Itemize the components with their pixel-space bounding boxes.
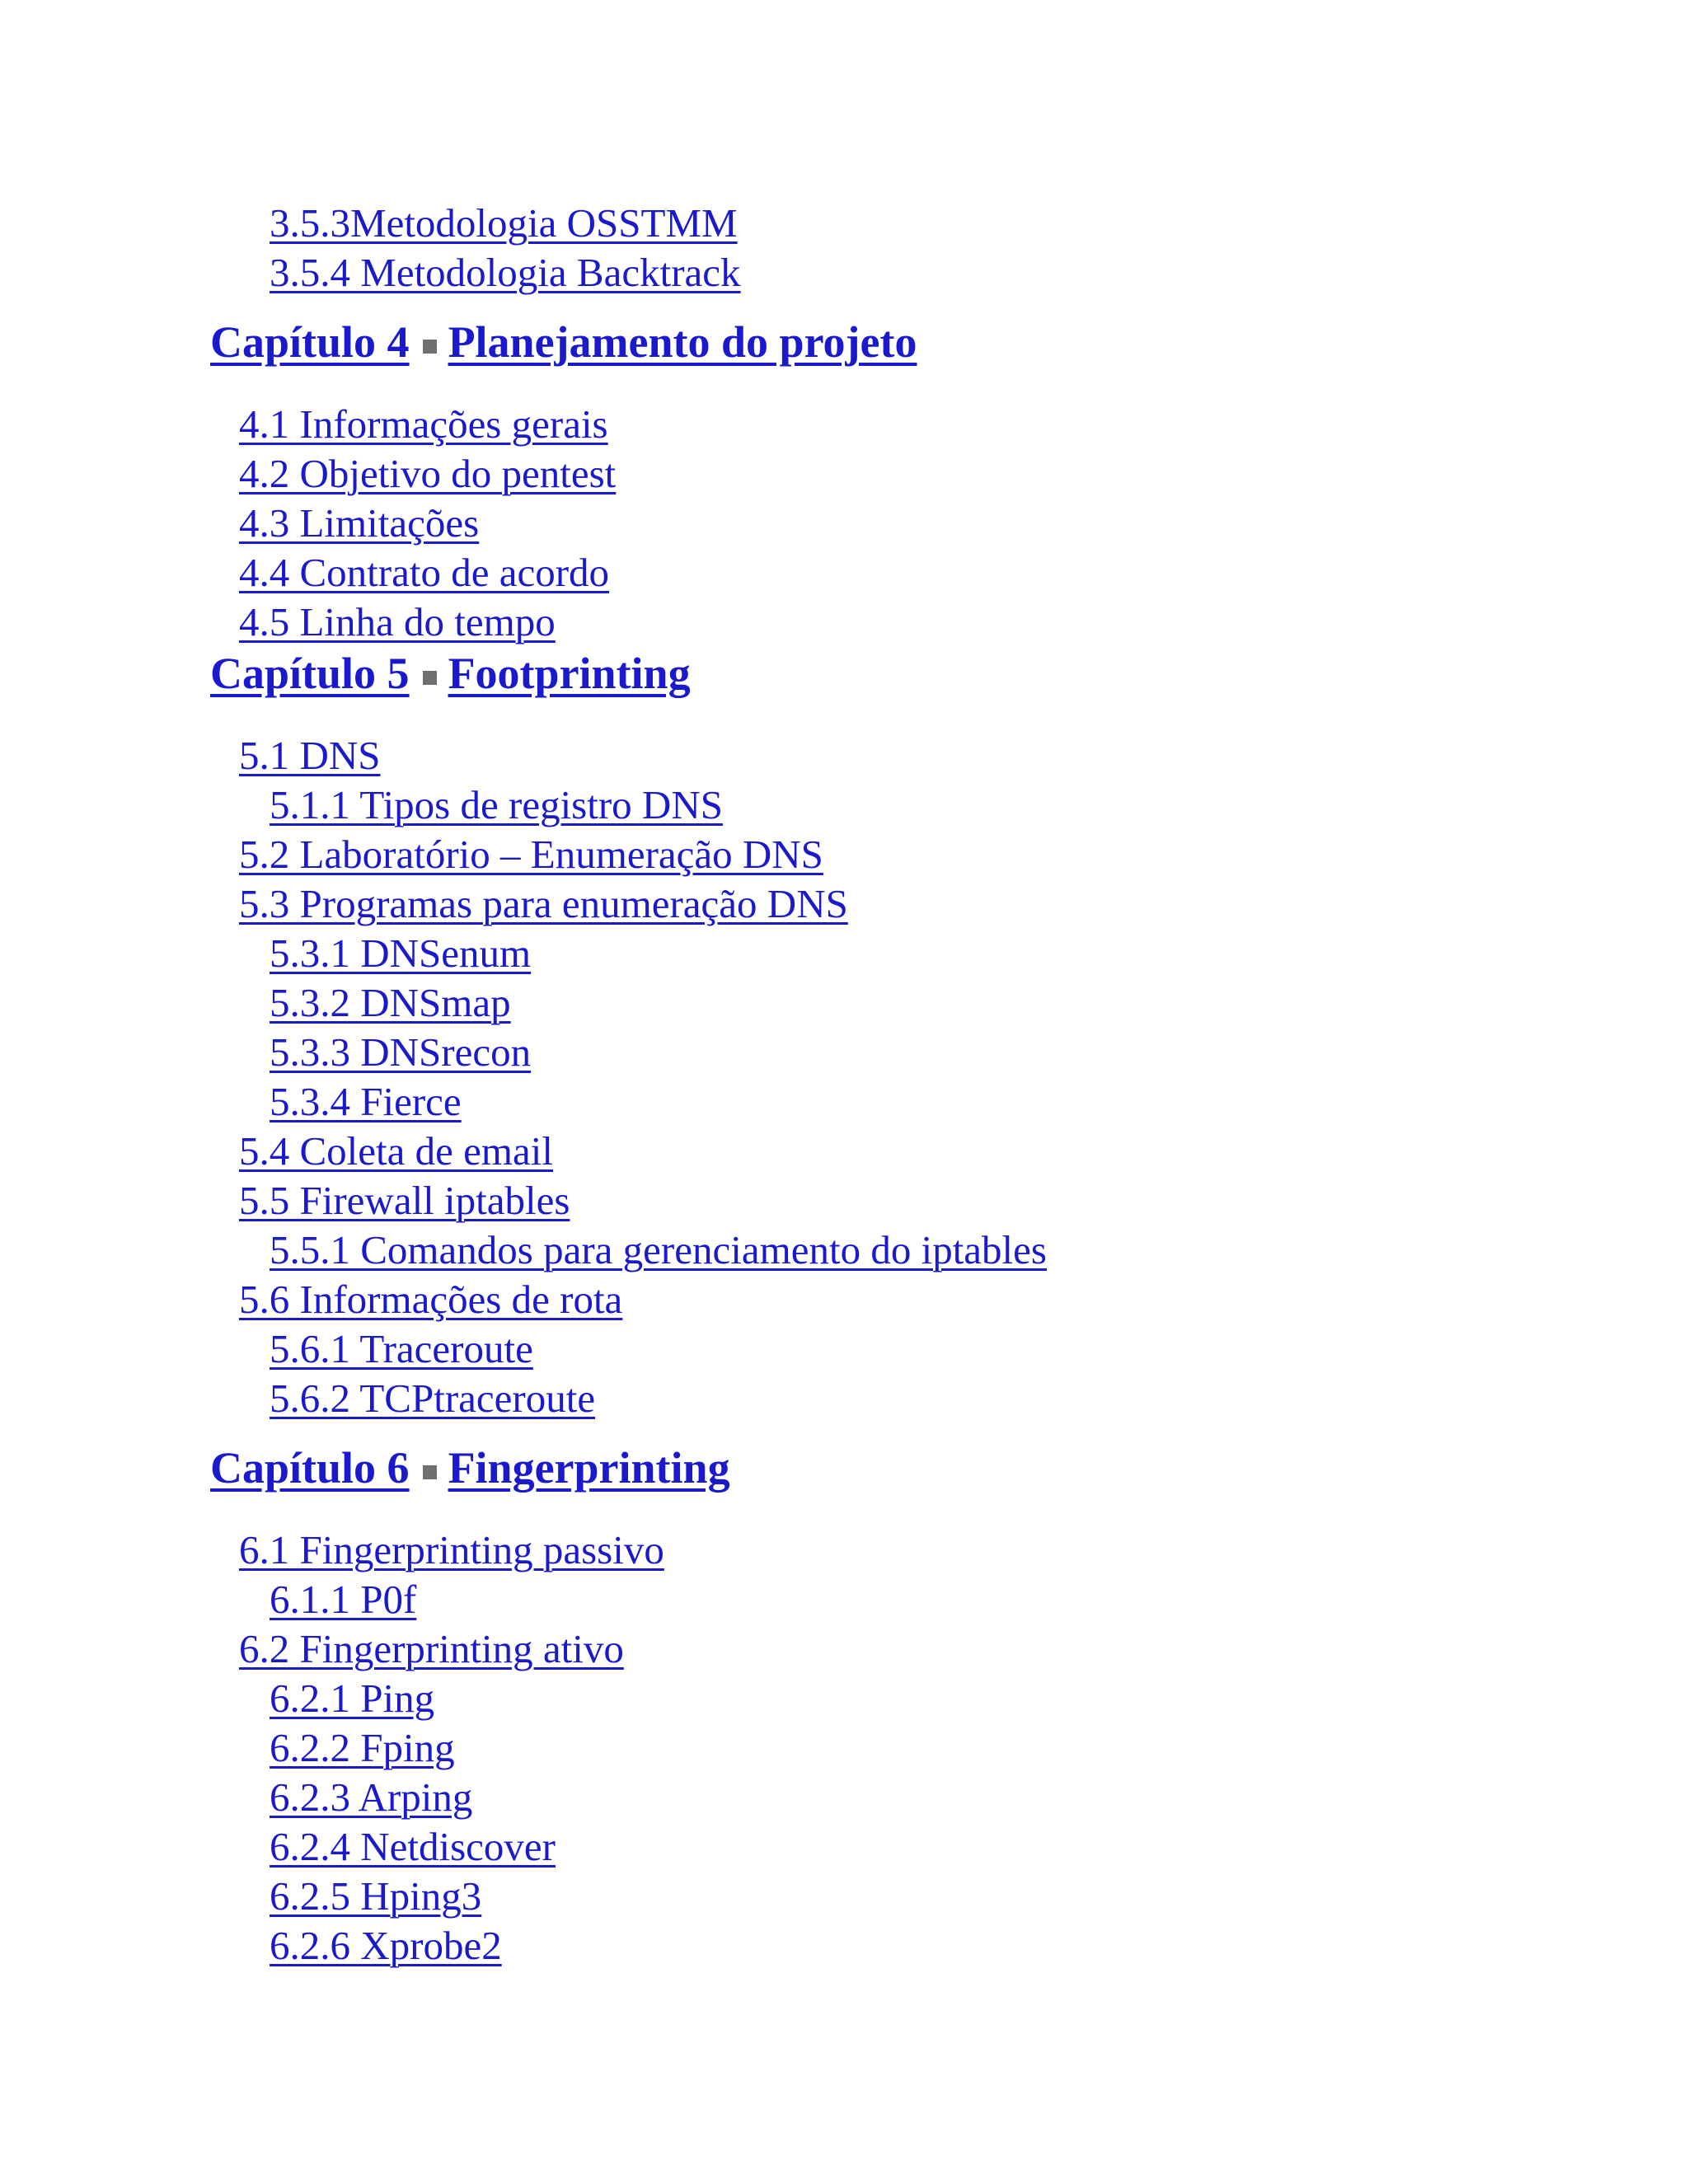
- section-link[interactable]: 4.5 Linha do tempo: [239, 599, 556, 644]
- subsection-link[interactable]: 5.3.4 Fierce: [270, 1079, 462, 1124]
- section-link[interactable]: 5.1 DNS: [239, 733, 381, 778]
- section-link[interactable]: 5.4 Coleta de email: [239, 1128, 553, 1174]
- chapter-title-link[interactable]: Fingerprinting: [448, 1443, 730, 1493]
- subsection-link[interactable]: 3.5.3Metodologia OSSTMM: [270, 200, 738, 246]
- subsection-link[interactable]: 5.6.1 Traceroute: [270, 1326, 533, 1371]
- square-bullet-icon: [423, 671, 437, 685]
- chapter-title-link[interactable]: Footprinting: [448, 649, 691, 698]
- section-link[interactable]: 4.1 Informações gerais: [239, 401, 608, 447]
- subsection-link[interactable]: 6.2.6 Xprobe2: [270, 1923, 502, 1968]
- section-link[interactable]: 5.5 Firewall iptables: [239, 1178, 570, 1223]
- subsection-link[interactable]: 5.5.1 Comandos para gerenciamento do iptables: [270, 1227, 1047, 1272]
- chapter-heading: [210, 651, 691, 696]
- subsection-link[interactable]: 5.3.1 DNSenum: [270, 930, 532, 976]
- chapter-number-link[interactable]: Capítulo 5: [210, 649, 410, 698]
- subsection-link[interactable]: 6.1.1 P0f: [270, 1577, 417, 1622]
- subsection-link[interactable]: 3.5.4 Metodologia Backtrack: [270, 250, 741, 295]
- section-link[interactable]: 4.2 Objetivo do pentest: [239, 451, 617, 496]
- subsection-link[interactable]: 5.3.3 DNSrecon: [270, 1029, 532, 1075]
- chapter-heading: [210, 1443, 730, 1493]
- subsection-link[interactable]: 6.2.5 Hping3: [270, 1873, 482, 1919]
- subsection-link[interactable]: 5.6.2 TCPtraceroute: [270, 1376, 596, 1421]
- chapter-heading: [210, 317, 917, 367]
- section-link[interactable]: 4.4 Contrato de acordo: [239, 550, 610, 595]
- square-bullet-icon: [423, 340, 437, 354]
- section-link[interactable]: 5.6 Informações de rota: [239, 1277, 623, 1322]
- chapter-number-link[interactable]: Capítulo 6: [210, 1443, 410, 1493]
- section-link[interactable]: 5.2 Laboratório – Enumeração DNS: [239, 832, 823, 877]
- chapter-number-link[interactable]: Capítulo 4: [210, 317, 410, 367]
- subsection-link[interactable]: 5.1.1 Tipos de registro DNS: [270, 782, 723, 827]
- subsection-link[interactable]: 6.2.1 Ping: [270, 1675, 435, 1721]
- subsection-link[interactable]: 6.2.2 Fping: [270, 1725, 455, 1770]
- section-link[interactable]: 6.1 Fingerprinting passivo: [239, 1527, 664, 1572]
- subsection-link[interactable]: 5.3.2 DNSmap: [270, 980, 511, 1025]
- section-link[interactable]: 6.2 Fingerprinting ativo: [239, 1626, 624, 1671]
- subsection-link[interactable]: 6.2.3 Arping: [270, 1774, 473, 1820]
- chapter-title-link[interactable]: Planejamento do projeto: [448, 317, 917, 367]
- subsection-link[interactable]: 6.2.4 Netdiscover: [270, 1824, 556, 1869]
- section-link[interactable]: 5.3 Programas para enumeração DNS: [239, 881, 848, 926]
- square-bullet-icon: [423, 1465, 437, 1479]
- section-link[interactable]: 4.3 Limitações: [239, 500, 480, 546]
